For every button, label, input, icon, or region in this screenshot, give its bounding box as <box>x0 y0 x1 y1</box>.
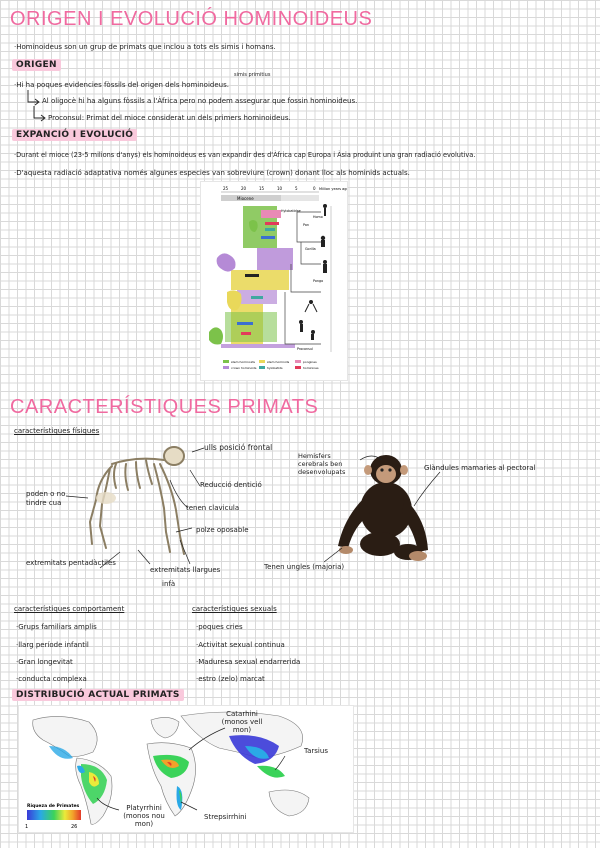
block-pink <box>261 210 281 218</box>
map-silhouette-asia <box>217 253 236 271</box>
map-label-tarsius: Tarsius <box>304 747 328 755</box>
svg-text:hominines: hominines <box>303 366 319 370</box>
svg-text:stem hominoids: stem hominoids <box>231 360 255 364</box>
fisiques-heading: característiques físiques <box>14 427 100 435</box>
sexuals-item: ·Activitat sexual continua <box>196 641 285 649</box>
label-glandules: Glàndules mamaries al pectoral <box>424 464 536 472</box>
sexuals-item: ·estro (zelo) marcat <box>196 675 265 683</box>
comportament-item: ·conducta complexa <box>16 675 87 683</box>
comportament-item: ·Gran longevitat <box>16 658 73 666</box>
clade-label-3: Pan <box>303 223 309 227</box>
origen-note: simis primitius <box>234 72 271 78</box>
comportament-item: ·Grups familiars amplis <box>16 623 97 631</box>
map-label-catarhini: Catarhini (monos vell mon) <box>221 710 263 734</box>
heading-expansio: EXPANCIÓ I EVOLUCIÓ <box>12 129 137 141</box>
sexuals-item: ·poques cries <box>196 623 243 631</box>
svg-text:pongines: pongines <box>303 360 317 364</box>
legend-max: 26 <box>71 824 78 830</box>
intro-text: ·Hominoideus son un grup de primats que inclou a tots els simis i homans. <box>14 43 276 51</box>
clade-label-1: Pongo <box>313 279 324 283</box>
tick-label-4: 5 <box>295 186 298 191</box>
svg-text:hylobatids: hylobatids <box>267 366 283 370</box>
legend-gradient <box>27 810 81 820</box>
expansio-line-2: ·D'aquesta radiació adaptativa només algunes especies van sobreviure (crown) donant lloc als hominids actuals. <box>14 169 410 177</box>
origen-line-2: Al oligocè hi ha alguns fòssils a l'Àfrica pero no podem assegurar que fossin hominoideus. <box>42 97 358 105</box>
label-ulls: ulls posició frontal <box>204 443 273 452</box>
block-purple <box>257 248 293 270</box>
clade-label-4: Homo <box>313 215 323 219</box>
clade-label-2: Gorilla <box>305 247 316 251</box>
tick-label-0: 25 <box>223 186 229 191</box>
comportament-heading: característiques comportament <box>14 605 125 613</box>
europe <box>151 717 179 738</box>
comportament-item: ·llarg període infantil <box>16 641 89 649</box>
origen-line-1: ·Hi ha poques evidencies fòssils del origen dels hominoideus. <box>14 81 229 89</box>
tick-label-2: 15 <box>259 186 265 191</box>
heading-origen: ORIGEN <box>12 59 61 71</box>
label-ungles: Tenen ungles (majoria) <box>264 563 345 571</box>
map-label-platyrrhini: Platyrrhini (monos nou mon) <box>123 804 165 828</box>
label-hemisferis: Hemisfers cerebrals ben desenvolupats <box>298 452 346 476</box>
phylo-legend <box>223 360 319 370</box>
label-infancia: infà <box>162 580 176 588</box>
tick-label-1: 20 <box>241 186 247 191</box>
world-map <box>19 706 353 832</box>
section-title-caracteristiques: CARACTERÍSTIQUES PRIMATS <box>10 396 319 418</box>
phylogeny-chart <box>201 182 347 380</box>
label-reduccio: Reducció dentició <box>200 481 262 489</box>
heading-distribucio: DISTRIBUCIÓ ACTUAL PRIMATS <box>12 689 184 701</box>
epoch-label: Miocene <box>237 196 254 201</box>
block-yellow <box>231 270 289 290</box>
label-cua: poden o no tindre cua <box>26 490 66 507</box>
sexuals-heading: característiques sexuals <box>192 605 277 613</box>
svg-text:stem hominids: stem hominids <box>267 360 290 364</box>
legend-min: 1 <box>25 824 29 830</box>
label-extremitats: extremitats pentadàctiles <box>26 559 116 567</box>
origen-line-3: Proconsul: Primat del mioce considerat un dels primers hominoideus. <box>48 114 291 122</box>
phylogeny-figure <box>200 181 348 381</box>
section-title-origen: ORIGEN I EVOLUCIÓ HOMINOIDEUS <box>10 8 373 30</box>
map-silhouette-africa <box>209 327 223 344</box>
legend-title: Riqueza de Primates <box>27 804 80 809</box>
tick-label-3: 10 <box>277 186 283 191</box>
world-map-figure <box>18 705 354 833</box>
label-polze: polze oposable <box>196 526 249 534</box>
sexuals-item: ·Maduresa sexual endarrerida <box>196 658 301 666</box>
tick-label-5: 0 <box>313 186 316 191</box>
label-llargues: extremitats llargues <box>150 566 221 574</box>
label-clavicula: tenen clavicula <box>186 504 240 512</box>
clade-label-5: Proconsul <box>297 347 313 351</box>
clade-label-0: Hylobatidae <box>281 209 301 213</box>
australia <box>269 790 309 816</box>
svg-text:crown hominoids: crown hominoids <box>231 366 257 370</box>
time-axis-label: Million years ago <box>319 187 347 191</box>
map-label-strepsirrhini: Strepsirrhini <box>204 813 247 821</box>
expansio-line-1: ·Durant el mioce (23-5 milions d'anys) els hominoideus es van expandir des d'Àfrica cap Europa i Àsia produint una gran radiació evolutiva. <box>14 151 476 159</box>
